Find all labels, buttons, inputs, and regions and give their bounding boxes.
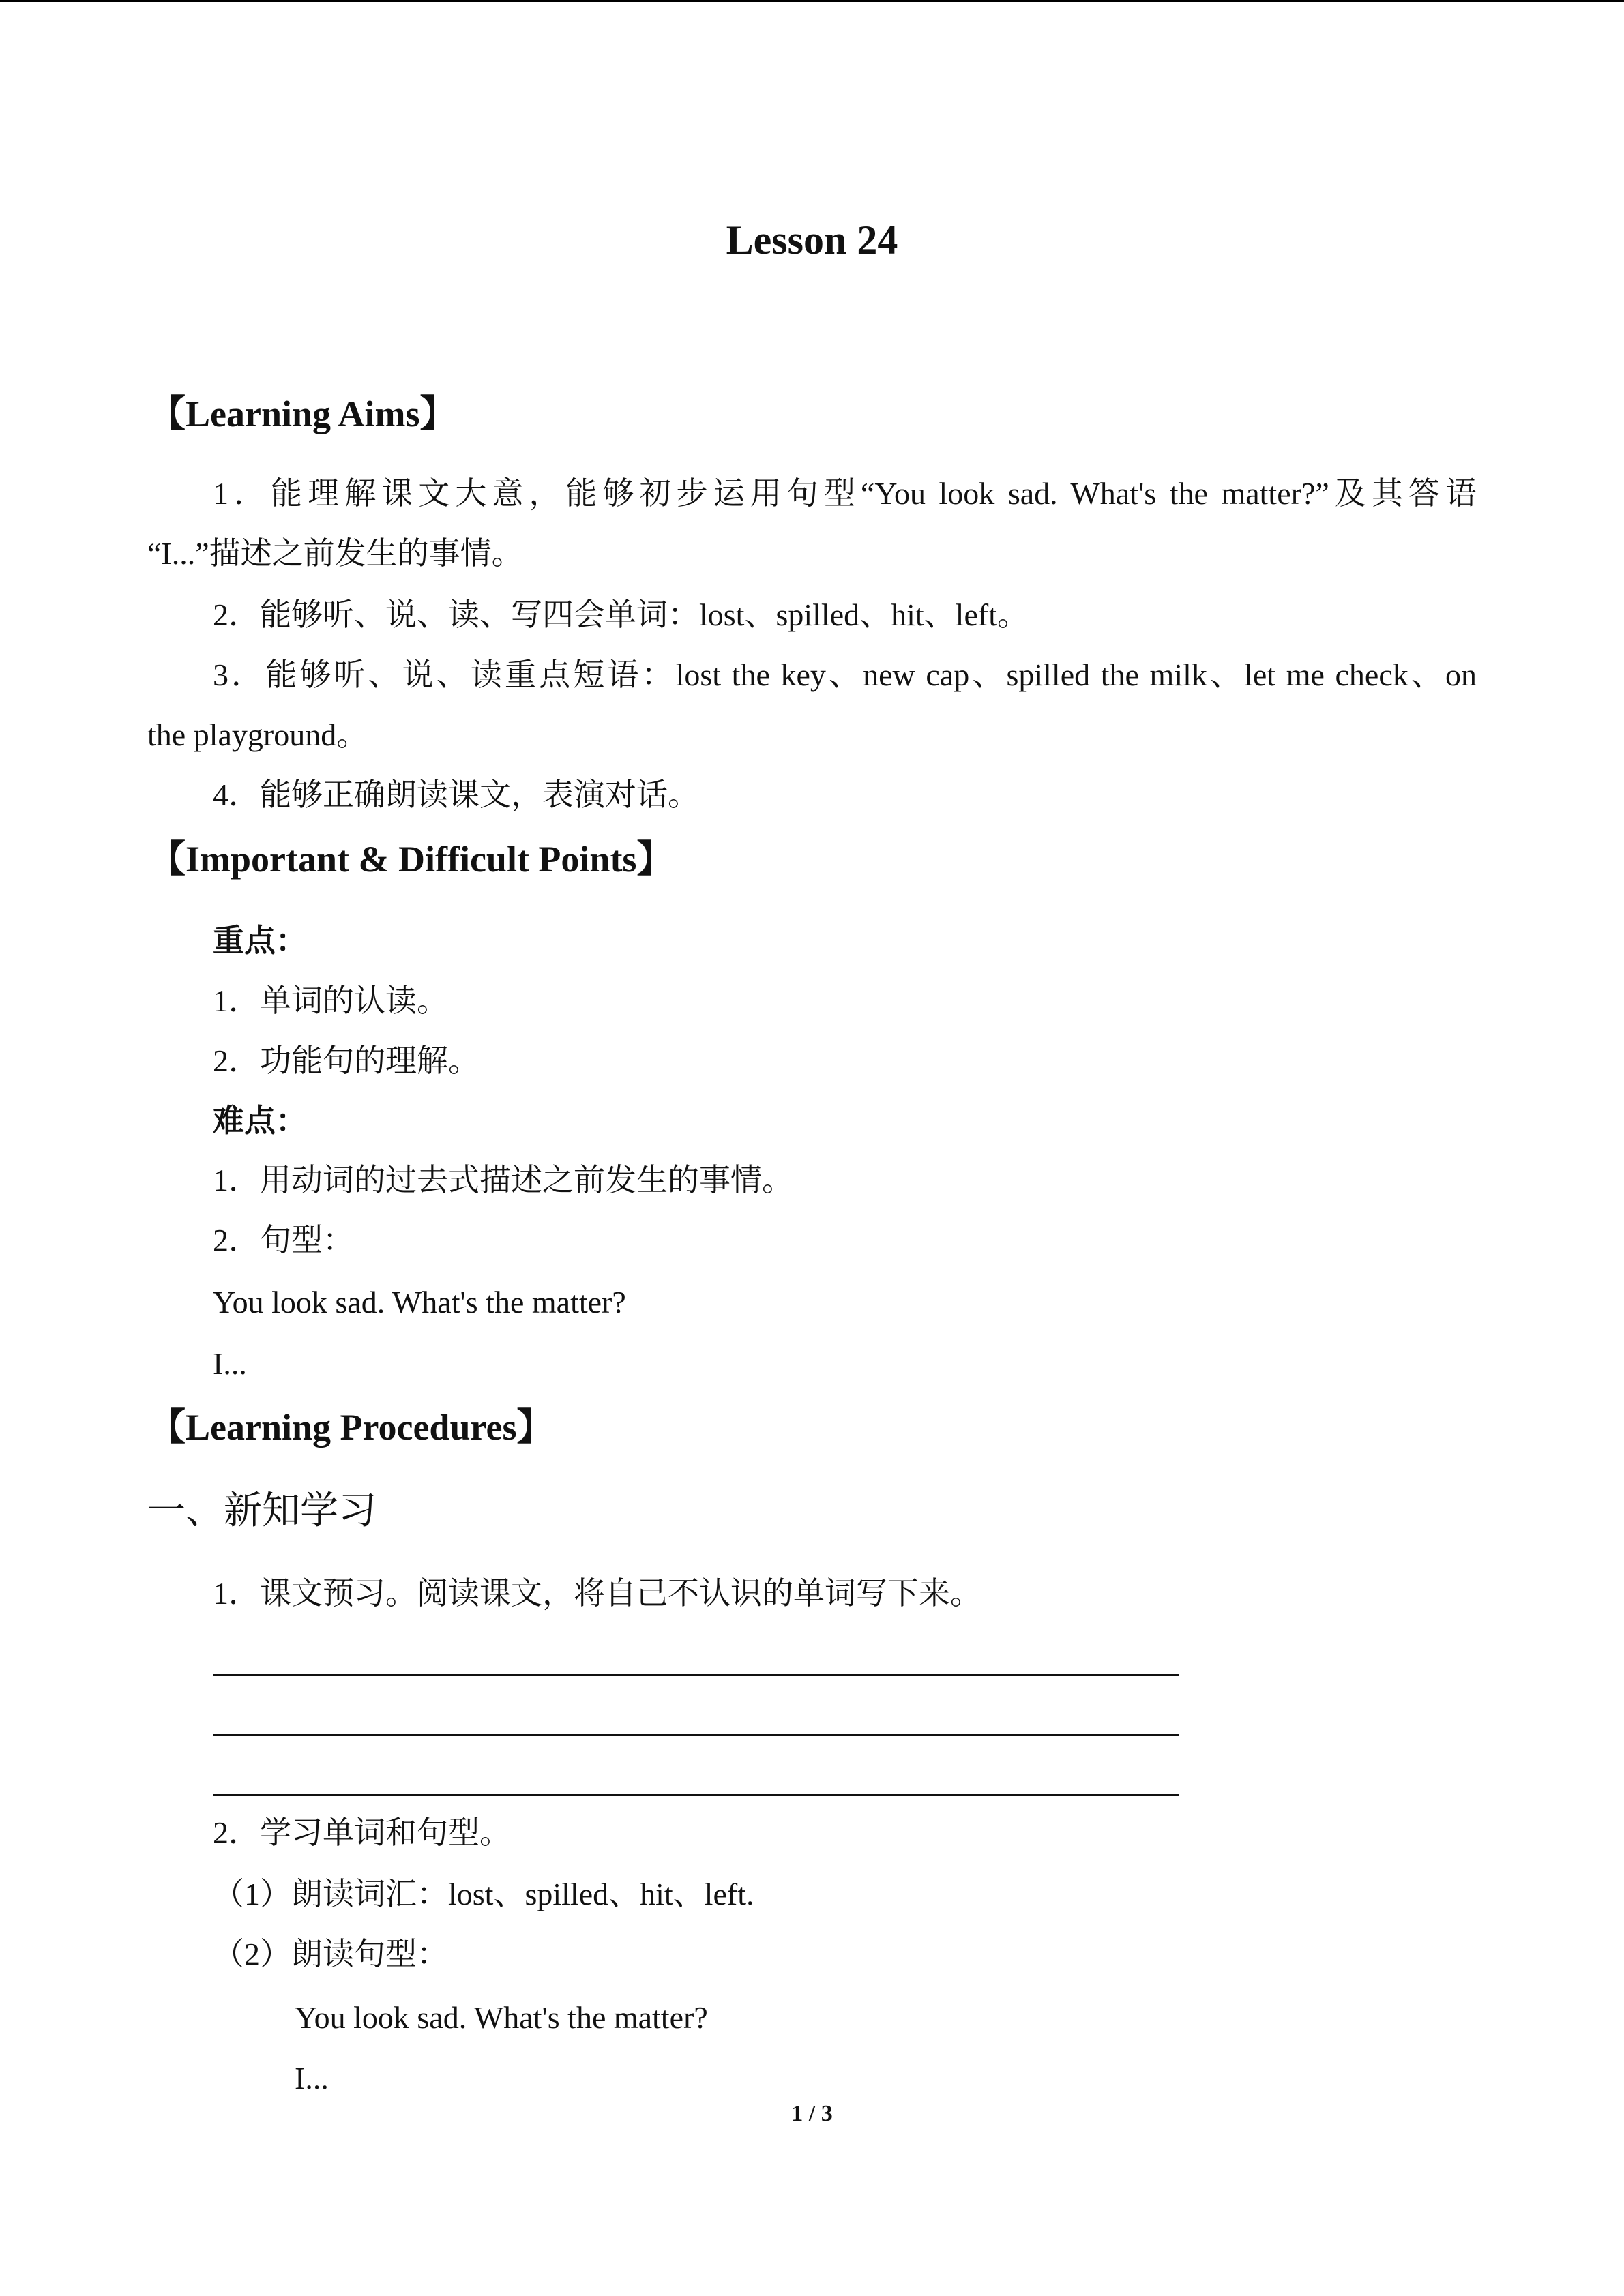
practice-sentence-question: You look sad. What's the matter? [295, 2000, 708, 2035]
learning-aims-heading: 【Learning Aims】 [149, 393, 457, 434]
sub-task-read-vocabulary: （1）朗读词汇：lost、spilled、hit、left. [213, 1877, 754, 1911]
difficult-point-item: 1．用动词的过去式描述之前发生的事情。 [213, 1163, 793, 1197]
learning-procedures-heading: 【Learning Procedures】 [149, 1407, 554, 1448]
answer-blank-line[interactable] [213, 1674, 1179, 1676]
difficult-points-label: 难点： [213, 1103, 307, 1138]
sentence-pattern-question: You look sad. What's the matter? [213, 1285, 626, 1320]
key-point-item: 2．功能句的理解。 [213, 1043, 479, 1078]
sub-task-read-sentences: （2）朗读句型： [213, 1937, 448, 1971]
page-title: Lesson 24 [726, 218, 898, 263]
aim-item-3-line-2: the playground。 [147, 717, 368, 752]
section-new-knowledge-title: 一、新知学习 [147, 1490, 377, 1532]
aim-item-1-line-1: 1．能理解课文大意，能够初步运用句型“You look sad. What's the matter?”及其答语 [213, 476, 1477, 511]
answer-blank-line[interactable] [213, 1794, 1179, 1796]
aim-item-2: 2．能够听、说、读、写四会单词：lost、spilled、hit、left。 [213, 597, 1029, 632]
task-1-preview: 1．课文预习。阅读课文，将自己不认识的单词写下来。 [213, 1576, 981, 1611]
sentence-pattern-answer: I... [213, 1346, 247, 1381]
aim-item-3-line-1: 3．能够听、说、读重点短语：lost the key、new cap、spilled the milk、let me check、on [213, 657, 1477, 692]
difficult-point-item: 2．句型： [213, 1223, 354, 1257]
aim-item-1-line-2: “I...”描述之前发生的事情。 [147, 536, 523, 571]
answer-blank-line[interactable] [213, 1734, 1179, 1736]
key-points-label: 重点： [213, 923, 307, 958]
practice-sentence-answer: I... [295, 2061, 329, 2096]
page-number: 1 / 3 [791, 2101, 833, 2126]
task-2-words-patterns: 2．学习单词和句型。 [213, 1815, 511, 1850]
important-difficult-heading: 【Important & Difficult Points】 [149, 839, 674, 880]
key-point-item: 1．单词的认读。 [213, 983, 448, 1018]
aim-item-4: 4．能够正确朗读课文，表演对话。 [213, 777, 699, 812]
